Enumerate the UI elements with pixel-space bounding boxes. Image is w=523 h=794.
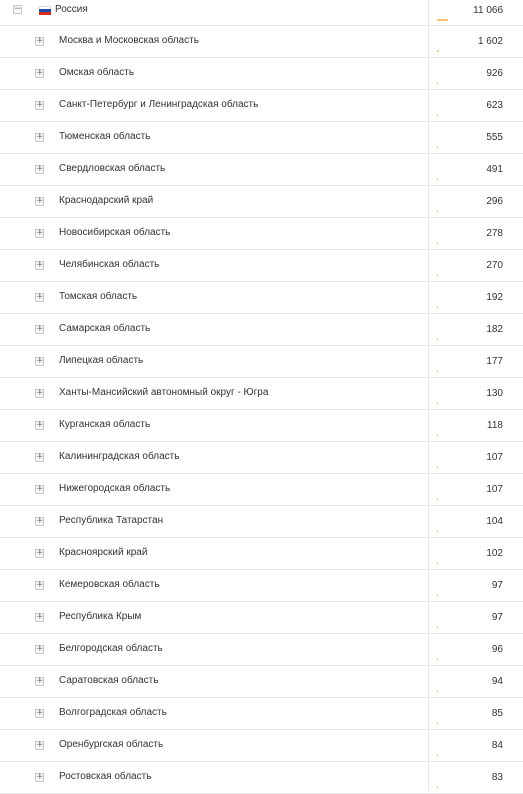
expand-toggle-icon[interactable]: + (36, 36, 44, 46)
row-value: 83 (491, 772, 503, 783)
share-bar (437, 114, 438, 116)
share-bar (437, 210, 438, 212)
row-label: Республика Татарстан (59, 515, 164, 526)
row-label: Кемеровская область (59, 579, 160, 590)
row-label: Нижегородская область (59, 483, 171, 494)
share-bar (437, 370, 438, 372)
expand-toggle-icon[interactable]: + (36, 292, 44, 302)
table-row[interactable] (0, 314, 523, 346)
row-value: 177 (486, 356, 503, 367)
table-row[interactable] (0, 250, 523, 282)
table-row[interactable] (0, 474, 523, 506)
expand-toggle-icon[interactable]: + (36, 516, 44, 526)
share-bar (437, 722, 438, 724)
row-label: Тюменская область (59, 131, 151, 142)
share-bar (437, 754, 438, 756)
flag-russia-icon (39, 6, 51, 15)
table-row[interactable] (0, 346, 523, 378)
row-value: 555 (486, 132, 503, 143)
expand-toggle-icon[interactable]: + (36, 196, 44, 206)
table-row[interactable] (0, 282, 523, 314)
row-label: Красноярский край (59, 547, 148, 558)
share-bar (437, 434, 438, 436)
row-label: Саратовская область (59, 675, 159, 686)
row-value: 182 (486, 324, 503, 335)
row-value: 102 (486, 548, 503, 559)
table-row[interactable] (0, 26, 523, 58)
expand-toggle-icon[interactable]: + (36, 484, 44, 494)
table-row[interactable] (0, 58, 523, 90)
row-value: 296 (486, 196, 503, 207)
row-value: 130 (486, 388, 503, 399)
table-row[interactable] (0, 378, 523, 410)
share-bar (437, 786, 438, 788)
expand-toggle-icon[interactable]: + (36, 644, 44, 654)
row-label: Волгоградская область (59, 707, 167, 718)
expand-toggle-icon[interactable]: + (36, 228, 44, 238)
row-label: Краснодарский край (59, 195, 154, 206)
expand-toggle-icon[interactable]: + (36, 100, 44, 110)
row-value: 11 066 (473, 5, 503, 16)
share-bar (437, 242, 438, 244)
table-row[interactable] (0, 410, 523, 442)
expand-toggle-icon[interactable]: + (36, 356, 44, 366)
expand-toggle-icon[interactable]: + (36, 164, 44, 174)
share-bar (437, 274, 438, 276)
row-value: 491 (486, 164, 503, 175)
row-label: Москва и Московская область (59, 35, 199, 46)
share-bar (437, 562, 438, 564)
table-row[interactable] (0, 698, 523, 730)
table-row-russia[interactable] (0, 0, 523, 26)
expand-toggle-icon[interactable]: + (36, 324, 44, 334)
share-bar (437, 402, 438, 404)
row-value: 278 (486, 228, 503, 239)
table-row[interactable] (0, 666, 523, 698)
share-bar (437, 658, 438, 660)
expand-toggle-icon[interactable]: + (36, 580, 44, 590)
row-value: 926 (486, 68, 503, 79)
expand-toggle-icon[interactable]: + (36, 68, 44, 78)
row-value: 107 (486, 452, 503, 463)
share-bar (437, 466, 438, 468)
table-row[interactable] (0, 602, 523, 634)
row-label: Россия (55, 4, 88, 15)
row-label: Санкт-Петербург и Ленинградская область (59, 99, 259, 110)
expand-toggle-icon[interactable]: + (36, 612, 44, 622)
share-bar (437, 530, 438, 532)
expand-toggle-icon[interactable]: + (36, 708, 44, 718)
share-bar (437, 146, 438, 148)
row-label: Республика Крым (59, 611, 142, 622)
row-value: 97 (491, 612, 503, 623)
table-row[interactable] (0, 538, 523, 570)
share-bar (437, 19, 448, 21)
share-bar (437, 690, 438, 692)
row-value: 85 (491, 708, 503, 719)
row-label: Самарская область (59, 323, 151, 334)
row-value: 107 (486, 484, 503, 495)
row-value: 192 (486, 292, 503, 303)
row-label: Оренбургская область (59, 739, 164, 750)
expand-toggle-icon[interactable]: + (36, 260, 44, 270)
row-label: Ханты-Мансийский автономный округ - Югра (59, 387, 269, 398)
row-value: 118 (487, 420, 503, 431)
expand-toggle-icon[interactable]: + (36, 740, 44, 750)
row-label: Томская область (59, 291, 138, 302)
table-row[interactable] (0, 218, 523, 250)
row-label: Калининградская область (59, 451, 180, 462)
row-value: 623 (486, 100, 503, 111)
row-value: 270 (486, 260, 503, 271)
row-label: Белгородская область (59, 643, 163, 654)
row-value: 97 (491, 580, 503, 591)
table-row[interactable] (0, 730, 523, 762)
share-bar (437, 50, 439, 52)
table-row[interactable] (0, 90, 523, 122)
table-row[interactable] (0, 570, 523, 602)
row-value: 96 (491, 644, 503, 655)
expand-toggle-icon[interactable]: + (36, 676, 44, 686)
expand-toggle-icon[interactable]: + (36, 452, 44, 462)
share-bar (437, 178, 438, 180)
row-value: 84 (491, 740, 503, 751)
row-label: Курганская область (59, 419, 151, 430)
row-label: Ростовская область (59, 771, 152, 782)
share-bar (437, 594, 438, 596)
share-bar (437, 626, 438, 628)
share-bar (437, 306, 438, 308)
table-row[interactable] (0, 122, 523, 154)
row-value: 94 (491, 676, 503, 687)
expand-toggle-icon[interactable]: + (36, 388, 44, 398)
expand-toggle-icon[interactable]: + (36, 132, 44, 142)
flag-stripe-red (39, 12, 51, 15)
row-label: Челябинская область (59, 259, 160, 270)
expand-toggle-icon[interactable]: + (36, 420, 44, 430)
expand-toggle-icon[interactable]: + (36, 548, 44, 558)
collapse-toggle-icon[interactable]: − (14, 4, 22, 14)
row-label: Свердловская область (59, 163, 166, 174)
table-row[interactable] (0, 186, 523, 218)
expand-toggle-icon[interactable]: + (36, 772, 44, 782)
share-bar (437, 338, 438, 340)
table-row[interactable] (0, 762, 523, 794)
table-row[interactable] (0, 442, 523, 474)
share-bar (437, 82, 438, 84)
share-bar (437, 498, 438, 500)
table-row[interactable] (0, 506, 523, 538)
table-row[interactable] (0, 154, 523, 186)
row-label: Новосибирская область (59, 227, 171, 238)
row-label: Омская область (59, 67, 135, 78)
row-label: Липецкая область (59, 355, 144, 366)
table-row[interactable] (0, 634, 523, 666)
row-value: 104 (486, 516, 503, 527)
row-value: 1 602 (477, 36, 503, 47)
